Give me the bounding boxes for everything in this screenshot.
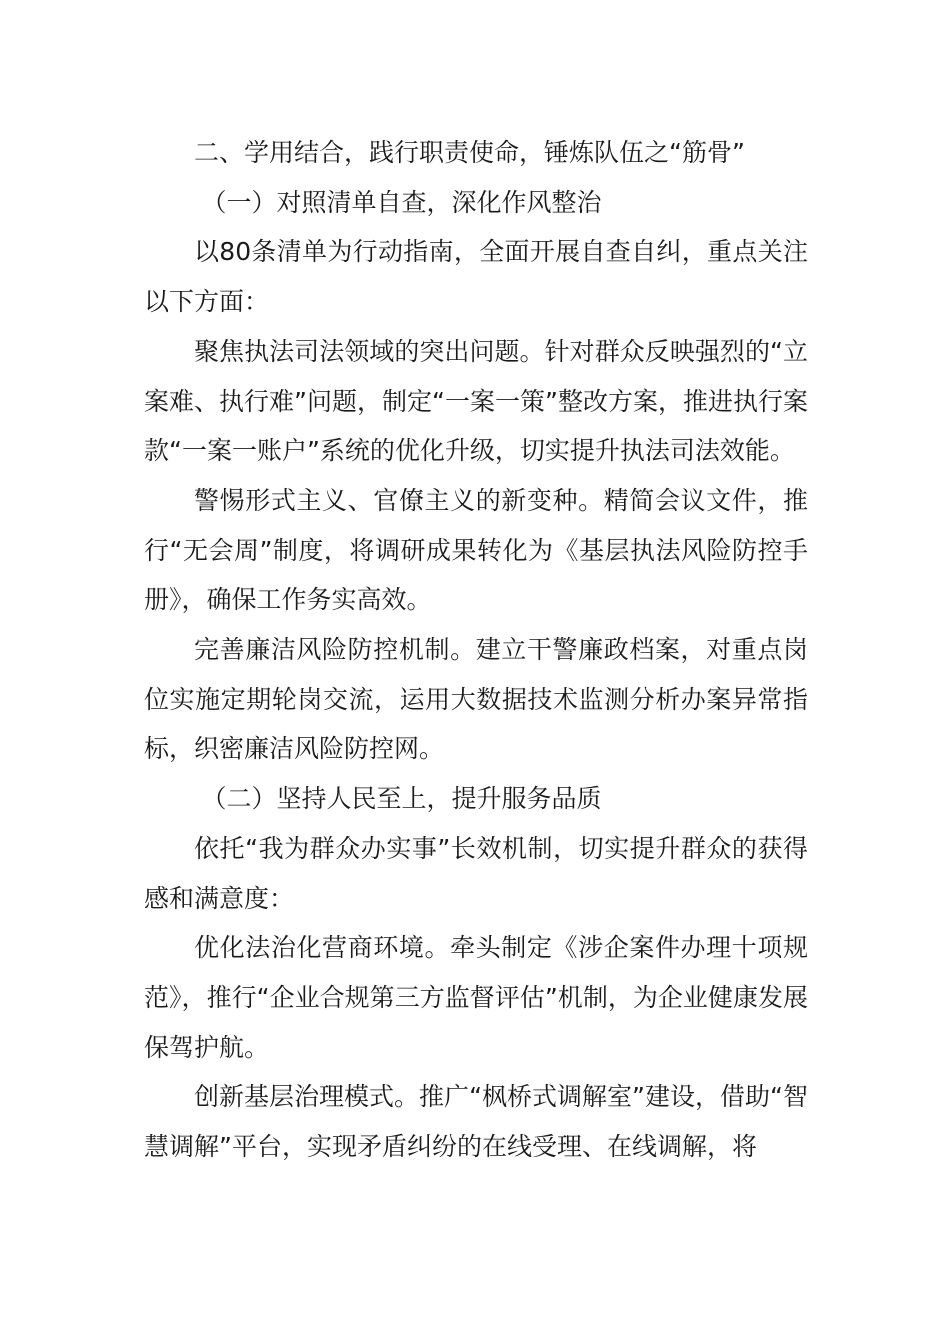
- body-paragraph: 聚焦执法司法领域的突出问题。针对群众反映强烈的“立案难、执行难”问题，制定“一案一策”整改方案，推进执行案款“一案一账户”系统的优化升级，切实提升执法司法效能。: [144, 336, 808, 466]
- body-paragraph: 完善廉洁风险防控机制。建立干警廉政档案，对重点岗位实施定期轮岗交流，运用大数据技术监测分析办案异常指标，织密廉洁风险防控网。: [144, 635, 808, 764]
- document-body: [144, 128, 808, 1172]
- body-paragraph: 依托“我为群众办实事”长效机制，切实提升群众的获得感和满意度：: [144, 833, 808, 913]
- body-paragraph: 警惕形式主义、官僚主义的新变种。精简会议文件，推行“无会周”制度，将调研成果转化为《基层执法风险防控手册》，确保工作务实高效。: [144, 485, 808, 615]
- body-paragraph: 创新基层治理模式。推广“枫桥式调解室”建设，借助“智慧调解”平台，实现矛盾纠纷的在线受理、在线调解，将: [144, 1082, 808, 1162]
- subsection-heading-2: （二）坚持人民至上，提升服务品质: [201, 784, 602, 814]
- body-paragraph: 以80条清单为行动指南，全面开展自查自纠，重点关注以下方面：: [144, 237, 808, 317]
- body-paragraph: 优化法治化营商环境。牵头制定《涉企案件办理十项规范》，推行“企业合规第三方监督评估”机制，为企业健康发展保驾护航。: [144, 933, 808, 1062]
- subsection-heading-1: （一）对照清单自查，深化作风整治: [201, 187, 602, 217]
- section-heading-2: 二、学用结合，践行职责使命，锤炼队伍之“筋骨”: [194, 138, 745, 167]
